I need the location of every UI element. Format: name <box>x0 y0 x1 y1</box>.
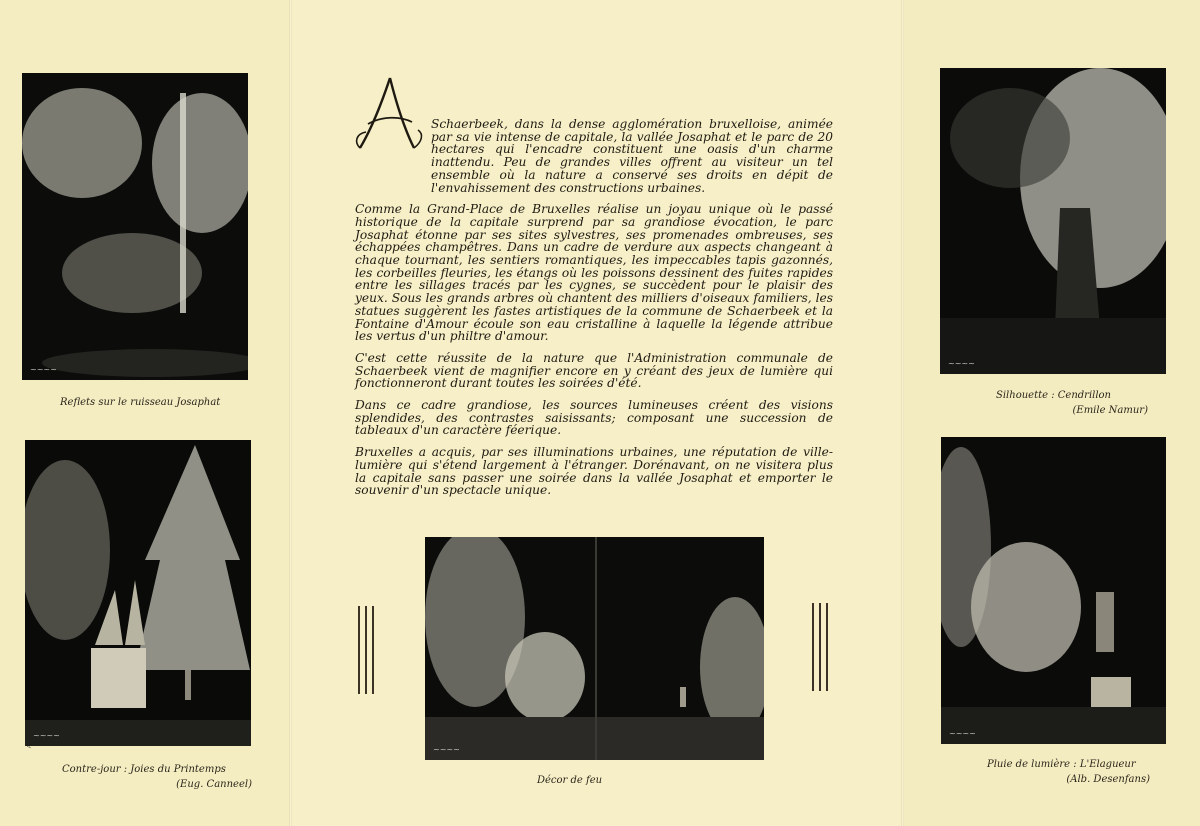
photo-pluie-de-lumiere <box>941 437 1166 744</box>
decorative-bars-right <box>812 603 828 691</box>
caption-silhouette-title: Silhouette : Cendrillon <box>996 390 1111 401</box>
photographer-signature: ~~~~ <box>433 745 460 754</box>
caption-contre-jour-credit: (Eug. Canneel) <box>176 779 252 790</box>
photo-silhouette <box>940 68 1166 374</box>
paragraph-5: Bruxelles a acquis, par ses illuminations urbaines, une réputation de ville-lumière qui s'étend largement à l'étranger. Dorénavant, on ne visitera plus la capitale sans passer une soirée dans la vallée Josaphat et emporter le souvenir d'un spectacle unique. <box>355 445 833 498</box>
photo-reflets <box>22 73 248 380</box>
fold-line-left <box>289 0 292 826</box>
photographer-signature: ~~~~ <box>949 729 976 738</box>
caption-contre-jour <box>62 762 252 792</box>
paragraph-3: C'est cette réussite de la nature que l'Administration communale de Schaerbeek vient de magnifier encore en y créant des jeux de lumière qui fonctionneront durant toutes les soirées d'été. <box>355 350 833 391</box>
fold-line-right <box>901 0 904 826</box>
photographer-signature: ~~~~ <box>33 731 60 740</box>
caption-reflets: Reflets sur le ruisseau Josaphat <box>60 397 221 408</box>
paragraph-4: Dans ce cadre grandiose, les sources lumineuses créent des visions splendides, des contrastes saisissants; composant une succession de tableaux d'un caractère féerique. <box>355 398 833 438</box>
caption-pluie-title: Pluie de lumière : L'Elagueur <box>987 759 1136 770</box>
caption-silhouette-credit: (Emile Namur) <box>1072 405 1148 416</box>
paragraph-1: Schaerbeek, dans la dense agglomération bruxelloise, animée par sa vie intense de capitale, la vallée Josaphat et le parc de 20 hectares qui l'encadre constituent une oasis d'un charme inattendu. Peu de grandes villes offrent au visiteur un tel ensemble où la nature a conservé ses droits en dépit de l'envahissement des constructions urbaines. <box>431 117 833 195</box>
caption-contre-jour-title: Contre-jour : Joies du Printemps <box>62 764 226 775</box>
photographer-signature: ~~~~ <box>948 359 975 368</box>
caption-pluie-credit: (Alb. Desenfans) <box>1066 774 1150 785</box>
caption-pluie <box>987 757 1150 787</box>
caption-silhouette <box>996 388 1148 418</box>
photographer-signature: ~~~~ <box>30 365 57 374</box>
body-text <box>355 118 833 506</box>
paragraph-2: Comme la Grand-Place de Bruxelles réalise un joyau unique où le passé historique de la capitale surprend par sa grandiose évocation, le parc Josaphat étonne par ses sites sylvestres, ses promenades ombreuses, ses échappées champêtres. Dans un cadre de verdure aux aspects changeant à chaque tournant, les sentiers romantiques, les impeccables tapis gazonnés, les corbeilles fleuries, les étangs où les poissons dessinent des fuites rapides entre les sillages tracés par les cygnes, se succèdent pour le plaisir des yeux. Sous les grands arbres où chantent des milliers d'oiseaux familiers, les statues suggèrent les fastes artistiques de la commune de Schaerbeek et la Fontaine d'Amour écoule son eau cristalline à laquelle la légende attribue les vertus d'un philtre d'amour. <box>355 202 833 344</box>
photo-contre-jour <box>25 440 251 746</box>
photo-decor-de-feu <box>425 537 764 760</box>
caption-decor: Décor de feu <box>537 775 603 786</box>
decorative-bars-left <box>358 606 374 694</box>
